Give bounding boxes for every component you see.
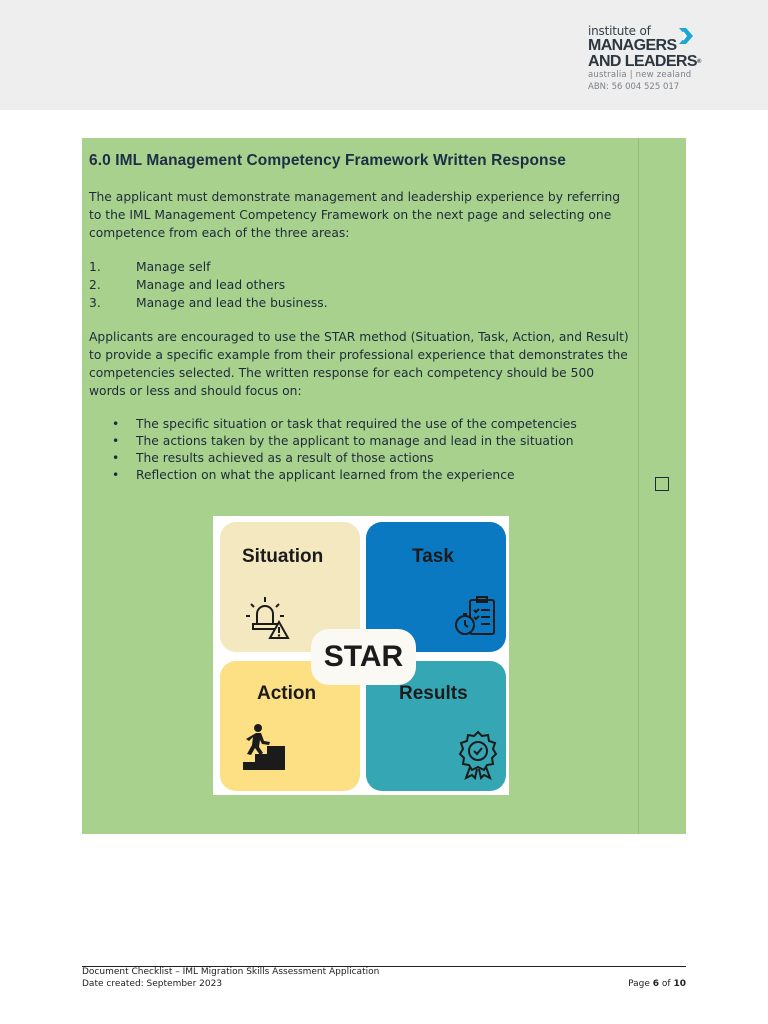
list-number: 3. bbox=[89, 296, 101, 310]
star-method-paragraph: Applicants are encouraged to use the STAR method (Situation, Task, Action, and Result) to provide a specific example from their professional experience that demonstrates the competencies selected. The written response for each competency should be 500 words or less and should focus on: bbox=[89, 330, 629, 398]
list-number: 2. bbox=[89, 278, 101, 292]
list-item bbox=[89, 294, 629, 312]
logo-line-region: australia | new zealand bbox=[588, 70, 692, 80]
checkbox-column-divider bbox=[638, 138, 639, 834]
alarm-warning-icon bbox=[243, 594, 291, 640]
bullet: • bbox=[112, 434, 120, 448]
list-text: Manage and lead the business. bbox=[136, 296, 328, 310]
list-text: Manage and lead others bbox=[136, 278, 286, 292]
bullet: • bbox=[112, 451, 120, 465]
task-label: Task bbox=[412, 546, 454, 567]
logo-line-institute: institute of bbox=[588, 24, 651, 38]
section-content bbox=[89, 152, 629, 484]
list-text: The actions taken by the applicant to manage and lead in the situation bbox=[136, 434, 574, 448]
page-of: of bbox=[661, 978, 671, 989]
iml-logo bbox=[588, 25, 708, 93]
bullet: • bbox=[112, 468, 120, 482]
results-label: Results bbox=[399, 683, 468, 704]
competency-areas-list bbox=[89, 258, 629, 312]
list-item bbox=[89, 450, 629, 467]
section-title: 6.0 IML Management Competency Framework Written Response bbox=[89, 152, 567, 169]
list-item bbox=[89, 258, 629, 276]
action-label: Action bbox=[257, 683, 317, 704]
focus-points-list bbox=[89, 416, 629, 484]
page-label: Page bbox=[628, 978, 650, 989]
logo-chevron-icon bbox=[678, 27, 694, 45]
list-text: The results achieved as a result of those actions bbox=[136, 451, 434, 465]
page-number bbox=[628, 979, 686, 991]
star-center-label: STAR bbox=[311, 629, 416, 685]
stopwatch-clipboard-icon bbox=[454, 596, 500, 638]
footer-date-created: Date created: September 2023 bbox=[82, 978, 223, 989]
footer-document-title: Document Checklist – IML Migration Skills Assessment Application bbox=[82, 967, 380, 977]
list-item bbox=[89, 433, 629, 450]
page-total: 10 bbox=[673, 978, 686, 989]
award-badge-icon bbox=[456, 730, 500, 780]
logo-line-managers: MANAGERS bbox=[588, 37, 677, 54]
situation-label: Situation bbox=[242, 546, 324, 567]
section-checkbox[interactable] bbox=[655, 477, 669, 491]
list-text: Manage self bbox=[136, 260, 211, 274]
logo-line-leaders-text: AND LEADERS bbox=[588, 53, 697, 70]
registered-mark: ® bbox=[696, 59, 701, 65]
star-method-graphic bbox=[213, 516, 509, 795]
list-item bbox=[89, 416, 629, 433]
list-number: 1. bbox=[89, 260, 101, 274]
list-item bbox=[89, 276, 629, 294]
page-current: 6 bbox=[652, 978, 660, 989]
list-item bbox=[89, 467, 629, 484]
climbing-stairs-icon bbox=[241, 722, 289, 772]
header-band bbox=[0, 0, 768, 110]
list-text: Reflection on what the applicant learned from the experience bbox=[136, 468, 515, 482]
logo-line-leaders bbox=[588, 54, 708, 70]
bullet: • bbox=[112, 417, 120, 431]
list-text: The specific situation or task that required the use of the competencies bbox=[136, 417, 577, 431]
page-footer bbox=[82, 967, 686, 990]
intro-paragraph: The applicant must demonstrate management and leadership experience by referring to the IML Management Competency Framework on the next page and selecting one competence from each of the three areas: bbox=[89, 190, 621, 240]
logo-abn: ABN: 56 004 525 017 bbox=[588, 82, 680, 92]
